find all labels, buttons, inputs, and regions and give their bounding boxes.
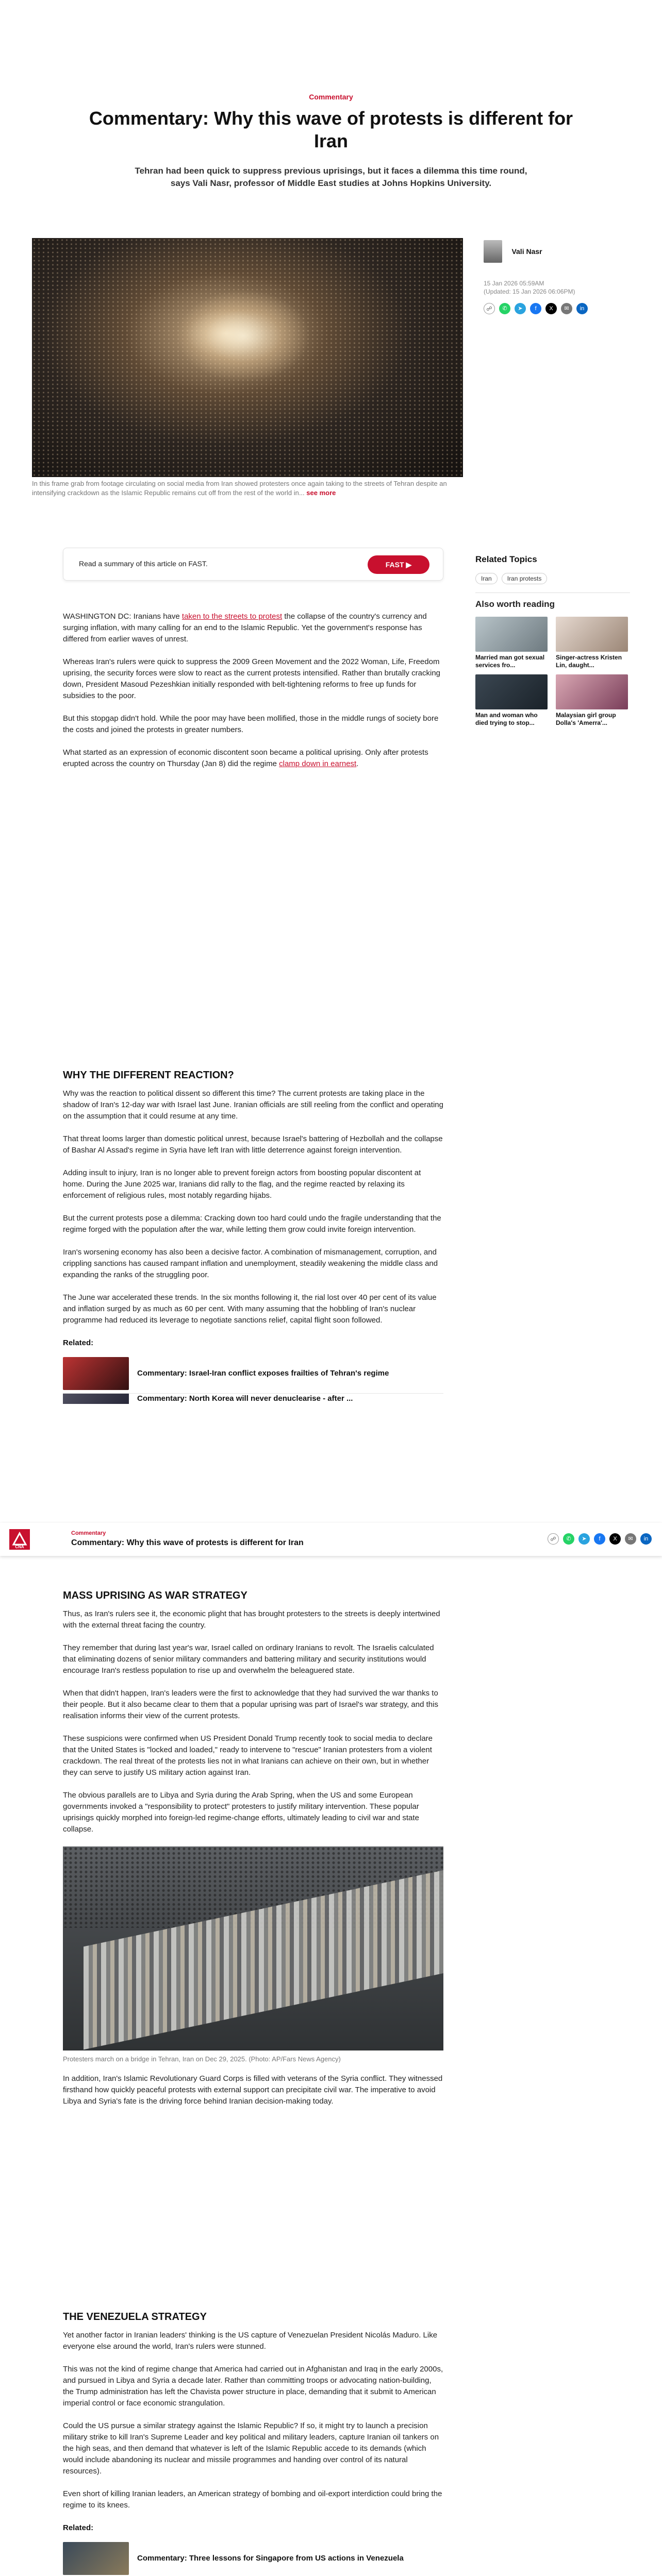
sticky-article-bar [0,1523,662,1556]
recommended-card[interactable] [475,674,548,727]
recommended-card[interactable] [556,617,628,669]
paragraph: Iran's worsening economy has also been a decisive factor. A combination of mismanagement, corruption, and crippling sanctions has caused rampant inflation and unemployment, steadily weakening the middle class and expanding the ranks of the struggling poor. [63,1248,438,1279]
card-thumbnail[interactable] [556,674,628,709]
paragraph: This was not the kind of regime change that America had carried out in Afghanistan and Iraq in the early 2000s, and pursued in Libya and Syria a decade later. Rather than committing troops or advocating nation-building, the Trump administration has left the Chavista power structure in place, demanding that it submit to American imperial control or face economic strangulation. [63,2365,443,2408]
linkedin-icon[interactable]: in [640,1533,652,1545]
email-icon[interactable]: ✉ [561,303,572,314]
fast-summary-card [63,548,443,581]
related-topics-title: Related Topics [475,554,537,564]
section-heading: WHY THE DIFFERENT REACTION? [63,1070,234,1081]
topic-tag[interactable]: Iran [475,573,498,584]
paragraph: Even short of killing Iranian leaders, an American strategy of bombing and oil-export interdiction could bring the regime to its knees. [63,2489,442,2510]
related-thumbnail[interactable] [63,1357,129,1390]
email-icon[interactable]: ✉ [625,1533,636,1545]
paragraph: What started as an expression of economic discontent soon became a political uprising. Only after protests erupted across the country on Thursday (Jan 8) did the regime clamp down in earnest. [63,748,428,768]
paragraph: That threat looms larger than domestic political unrest, because Israel's battering of Hezbollah and the collapse of Bashar Al Assad's regime in Syria have left Iran with little deterrence against foreign intervention. [63,1134,443,1155]
paragraph: Why was the reaction to political dissent so different this time? The current protests are taking place in the shadow of Iran's 12-day war with Israel last June. Iranian officials are still reeling from the conflict and operating on the assumption that it could resume at any time. [63,1089,443,1121]
card-label[interactable]: Married man got sexual services fro... [475,654,545,669]
related-title: Related: [63,2523,94,2532]
topic-tag[interactable]: Iran protests [502,573,548,584]
svg-text:CNA: CNA [15,1545,24,1549]
inline-link[interactable]: taken to the streets to protest [181,612,283,621]
also-worth-reading-title: Also worth reading [475,599,555,609]
hero-image[interactable] [32,238,463,477]
card-thumbnail[interactable] [475,674,548,709]
card-thumbnail[interactable] [475,617,548,652]
related-article[interactable] [63,1394,443,1404]
author-avatar[interactable] [484,240,502,263]
paragraph: These suspicions were confirmed when US President Donald Trump recently took to social media to declare that the United States is "locked and loaded," ready to intervene to "rescue" Iranian protesters from a violent crackdown. The real threat of the protests lies not in what Iranians can achieve on their own, but in whether they can serve to justify US military action against Iran. [63,1734,433,1777]
article-body-intro [63,611,443,781]
see-more-link[interactable]: see more [306,489,336,497]
article-body-section [63,1070,443,1404]
related-article[interactable] [63,1354,443,1394]
section-heading: MASS UPRISING AS WAR STRATEGY [63,1590,247,1601]
paragraph: WASHINGTON DC: Iranians have taken to the streets to protest the collapse of the country's currency and surging inflation, with many calling for an end to the Islamic Republic. Yet the government's response has differed from earlier waves of unrest. [63,612,427,643]
sidebar [475,554,630,727]
related-link[interactable]: Commentary: Three lessons for Singapore from US actions in Venezuela [137,2554,404,2563]
card-thumbnail[interactable] [556,617,628,652]
related-thumbnail[interactable] [63,1394,129,1404]
x-icon[interactable]: X [609,1533,621,1545]
recommended-card[interactable] [475,617,548,669]
related-title: Related: [63,1338,94,1347]
card-label[interactable]: Malaysian girl group Dolla's 'Amerra'... [556,711,616,726]
related-thumbnail[interactable] [63,2542,129,2575]
article-body-section [63,2311,443,2576]
image-caption: Protesters march on a bridge in Tehran, Iran on Dec 29, 2025. (Photo: AP/Fars News Agency) [63,2055,341,2063]
section-heading: THE VENEZUELA STRATEGY [63,2311,207,2323]
sticky-category[interactable]: Commentary [71,1530,106,1536]
related-article[interactable] [63,2539,443,2576]
paragraph: But this stopgap didn't hold. While the poor may have been mollified, those in the middle rungs of society bore the costs and joined the protests in greater numbers. [63,714,439,734]
sticky-title: Commentary: Why this wave of protests is different for Iran [71,1538,304,1547]
article-title: Commentary: Why this wave of protests is different for Iran [89,108,573,151]
linkedin-icon[interactable]: in [576,303,588,314]
link-icon[interactable]: ☍ [484,303,495,314]
telegram-icon[interactable]: ➤ [578,1533,590,1545]
recommended-card[interactable] [556,674,628,727]
facebook-icon[interactable]: f [594,1533,605,1545]
published-date: 15 Jan 2026 05:59AM [484,280,544,287]
paragraph: Whereas Iran's rulers were quick to suppress the 2009 Green Movement and the 2022 Woman, Life, Freedom uprising, the security forces were slow to react as the current protests intensified. Rather than brutally cracking down, President Masoud Pezeshkian initially responded with belt-tightening reforms to free up funds for subsidies to the poor. [63,657,441,700]
updated-date: (Updated: 15 Jan 2026 06:06PM) [484,288,575,295]
paragraph: But the current protests pose a dilemma: Cracking down too hard could undo the fragile understanding that the regime forged with the population after the war, while letting them grow could invite foreign intervention. [63,1214,441,1234]
paragraph: In addition, Iran's Islamic Revolutionary Guard Corps is filled with veterans of the Syria conflict. They witnessed firsthand how quickly peaceful protests with external support can precipitate civil war. The imperative to avoid Libya and Syria's fate is the driving force behind Iranian decision-making today. [63,2074,443,2106]
article-image[interactable] [63,1846,443,2050]
article-category[interactable]: Commentary [309,93,353,101]
paragraph: Adding insult to injury, Iran is no longer able to prevent foreign actors from boosting popular discontent at home. During the June 2025 war, Iranians did rally to the flag, and the regime reacted by relaxing its enforcement of religious rules, most notably regarding hijabs. [63,1168,421,1200]
paragraph: The obvious parallels are to Libya and Syria during the Arab Spring, when the US and some European governments invoked a "responsibility to protect" protesters to justify military intervention. These popular uprisings quickly morphed into foreign-led regime-change efforts, ultimately leading to civil war and state collapse. [63,1791,419,1834]
paragraph: Yet another factor in Iranian leaders' thinking is the US capture of Venezuelan President Nicolás Maduro. Like everyone else around the world, Iran's rulers were stunned. [63,2331,438,2351]
cna-logo[interactable] [9,1529,30,1550]
share-bar [484,303,649,314]
card-label[interactable]: Singer-actress Kristen Lin, daught... [556,654,622,669]
x-icon[interactable]: X [545,303,557,314]
inline-link[interactable]: clamp down in earnest [279,759,357,768]
fast-button[interactable]: FAST ▶ [368,555,429,574]
whatsapp-icon[interactable]: ✆ [499,303,510,314]
link-icon[interactable]: ☍ [548,1533,559,1545]
author-panel [484,240,649,314]
paragraph: Thus, as Iran's rulers see it, the economic plight that has brought protesters to the streets is deeply intertwined with the external threat facing the country. [63,1609,440,1630]
author-name[interactable]: Vali Nasr [511,247,542,256]
fast-summary-text: Read a summary of this article on FAST. [79,560,208,568]
paragraph: The June war accelerated these trends. In the six months following it, the rial lost over 40 per cent of its value and inflation surged by as much as 60 per cent. With many assuming that the hobbling of Iran's nuclear programme had reduced its leverage to negotiate sanctions relief, capital flight soon followed. [63,1293,437,1325]
paragraph: When that didn't happen, Iran's leaders were the first to acknowledge that they had survived the war thanks to their people. But it also became clear to them that a popular uprising was part of Israel's war strategy, and this realisation informs their view of the current protests. [63,1689,438,1720]
paragraph: Could the US pursue a similar strategy against the Islamic Republic? If so, it might try to launch a precision military strike to kill Iran's Supreme Leader and key political and military leaders, capture Iranian oil tankers on the high seas, and then demand that whatever is left of the Islamic Republic accede to its demands (which would include abandoning its nuclear and missile programmes and handing over control of its natural resources). [63,2421,439,2476]
article-body-section [63,1590,443,2119]
card-label[interactable]: Man and woman who died trying to stop... [475,711,538,726]
related-link[interactable]: Commentary: Israel-Iran conflict exposes frailties of Tehran's regime [137,1369,389,1378]
image-caption: In this frame grab from footage circulating on social media from Iran showed protesters once again taking to the streets of Tehran despite an intensifying crackdown as the Islamic Republic remains cut off from the rest of the world in... see more [32,480,447,497]
whatsapp-icon[interactable]: ✆ [563,1533,574,1545]
paragraph: They remember that during last year's war, Israel called on ordinary Iranians to revolt. The Israelis calculated that eliminating dozens of senior military commanders and battering military and security institutions would encourage Iran's restless population to rise up and overwhelm the beleaguered state. [63,1643,434,1675]
article-summary: Tehran had been quick to suppress previous uprisings, but it faces a dilemma this time round, says Vali Nasr, professor of Middle East studies at Johns Hopkins University. [135,166,527,188]
facebook-icon[interactable]: f [530,303,541,314]
related-link[interactable]: Commentary: North Korea will never denuclearise - after ... [137,1394,353,1403]
telegram-icon[interactable]: ➤ [515,303,526,314]
